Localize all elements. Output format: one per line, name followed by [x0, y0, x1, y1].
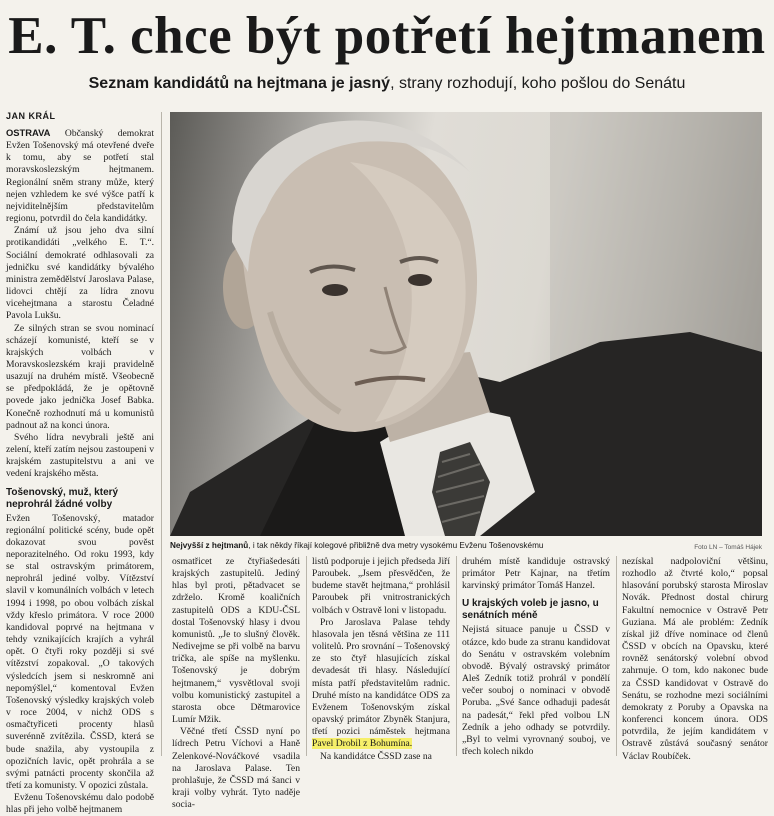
headline: E. T. chce být potřetí hejtmanem: [8, 7, 766, 65]
paragraph: Věčné třetí ČSSD nyní po lídrech Petru Víchovi a Haně Zelenkové-Nováčkové vsadila na Jaroslava Palase. Ten prohlašuje, že ČSSD má šanci v kraji volby vyhrát. Tyto naděje socia-: [172, 726, 300, 811]
section-heading: U krajských voleb je jasno, u senátních méně: [462, 598, 599, 622]
caption-rest: , i tak někdy říkají kolegové přibližně dva metry vysokému Evženu Tošenovskému: [248, 541, 544, 550]
column-2: [172, 556, 300, 811]
section-heading: Tošenovský, muž, který neprohrál žádné volby: [6, 486, 119, 510]
paragraph: Známí už jsou jeho dva silní protikandidáti „velkého E. T.“. Sociální demokraté odhlasovali za jedničku své kandidátky bývalého ministra zemědělství Jaroslava Palase, lidovci chtějí za lídra znovu vicehejtmana a starostu Čeladné Pavola Lukšu.: [6, 225, 154, 322]
subhead-rest: , strany rozhodují, koho pošlou do Senátu: [390, 75, 686, 92]
column-rule: [161, 112, 162, 756]
subhead-bold: Seznam kandidátů na hejtmana je jasný: [88, 75, 391, 92]
photo-caption: [170, 541, 762, 550]
column-rule: [306, 556, 307, 756]
paragraph: [312, 617, 450, 751]
portrait-illustration: [170, 112, 762, 536]
paragraph: Evžen Tošenovský, matador regionální politické scény, bude opět dokazovat svou pověst neporazitelného. Od roku 1993, kdy se stal ostravským primátorem, neprohrál jediné volby. Vítězství slavil v komunálních volbách v letech 1994 i 1998, po obou volbách získal vždy křeslo primátora. V roce 2000 kandidoval poprvé na hejtmana v tehdy vznikajících krajích a vyhrál opět. O čtyři roky později si své vítězství zopakoval. „O takových výsledcích jsem si neskromně ani nepomýšlel,“ komentoval Evžen Tošenovský výsledky krajských voleb v roce 2004, v nichž ODS s osmačtyřiceti procenty hlasů suverénně zvítězila. ČSSD, která se bude snažila, aby vystoupila z opozičních lavic, opět prohrála a se svými patnácti procenty skončila až třetí za komunisty. V opozici zůstala.: [6, 512, 154, 791]
dateline: OSTRAVA: [6, 127, 51, 138]
paragraph: nezískal nadpoloviční většinu, rozhodlo až čtvrté kolo,“ popsal hlasování porubský starosta Miroslav Novák. Přednost dostal chirurg Fakultní nemocnice v Ostravě Petr Guziana. Má ale problém: Zedník získal již dříve nominace od členů ČSSD v obcích na Opavsku, které rovněž senátorský volební obvod zahrnuje. O tom, kdo nakonec bude za ČSSD kandidovat v Ostravě do Senátu, se rozhodne mezi sociálními demokraty z Poruby a Opavska na konferenci koncem února. ODS potvrdila, že jejím kandidátem v Ostravě zůstává současný senátor Václav Roubíček.: [622, 556, 768, 762]
paragraph: Ze silných stran se svou nominací scházejí komunisté, kteří se v krajských volbách v Moravskoslezském kraji pravidelně usazují na druhém místě. Všeobecně se předpokládá, že je opětovně povede jako jednička Josef Babka. Konečně rozhodnutí má u komunistů padnout až na konci února.: [6, 322, 154, 431]
paragraph: druhém místě kandiduje ostravský primátor Petr Kajnar, na třetím karvinský primátor Tomáš Hanzel.: [462, 556, 610, 592]
paragraph: Nejistá situace panuje u ČSSD v otázce, kdo bude za stranu kandidovat do Senátu v ostravském volebním obvodě. Bývalý ostravský primátor Aleš Zedník totiž prohrál v pondělí večer souboj o nominaci v obvodě Poruba. „Své šance odhaduji padesát na padesát,“ řekl před volbou LN Zedník a jeho odhady se potvrdily. „Byl to velmi vyrovnaný souboj, ve třech kolech nikdo: [462, 624, 610, 758]
column-3: [312, 556, 450, 763]
caption-bold: Nejvyšší z hejtmanů: [170, 541, 249, 550]
subheadline: [0, 75, 774, 93]
paragraph: osmatřicet ze čtyřiašedesáti krajských zastupitelů. Jediný hlas byl proti, pětadvacet se zdrželo. Kromě koaličních zastupitelů ODS a KDU-ČSL dostal Tošenovský hlasy i dvou komunistů. „Je to slušný člověk. Nedivejme se při volbě na barvu trička, ale spíše na myšlenku. Tošenovský je dobrým hejtmanem,“ vysvětloval svoji volbu komunistický zastupitel a starosta obce Dětmarovice Lumír Mžik.: [172, 556, 300, 726]
column-1: [6, 127, 154, 816]
paragraph: Evženu Tošenovskému dalo podobě hlas při jeho volbě hejtmanem: [6, 792, 154, 816]
column-rule: [456, 556, 457, 756]
photo-credit: Foto LN – Tomáš Hájek: [694, 544, 762, 551]
author-byline: JAN KRÁL: [6, 111, 56, 121]
column-5: [622, 556, 768, 763]
paragraph: Na kandidátce ČSSD zase na: [320, 750, 432, 762]
portrait-photo: [170, 112, 762, 536]
paragraph: listů podporuje i jejich předseda Jiří Paroubek. „Jsem přesvědčen, že budeme stavět hejtmana,“ prohlásil Paroubek při vnitrostranických volbách v Ostravě loni v listopadu.: [312, 556, 450, 616]
paragraph-text: Občanský demokrat Evžen Tošenovský má otevřené dveře k tomu, aby se potřetí stal moravskoslezským hejtmanem. Regionální sněm strany může, který nejen vzhledem ke své výšce patří k nejviditelnějším představitelům regionu, potvrdil do čela kandidátky.: [6, 128, 154, 225]
highlighted-text: Pavel Drobil z Bohumína.: [312, 738, 413, 750]
paragraph: [6, 127, 154, 225]
paragraph-text: Pro Jaroslava Palase tehdy hlasovala jen těsná většina ze 111 volitelů. Pro srovnání – Tošenovský ze sto čtyř hlasujících získal devadesát tři hlasy. Následující místa patří představitelům radnic. Druhé místo na kandidátce ODS za Evženem Tošenovským získal opavský primátor Zbyněk Stanjura, třetí pozici náměstek hejtmana: [312, 616, 450, 738]
paragraph: Svého lídra nevybrali ještě ani zelení, kteří zatím nejsou zastoupeni v krajském zastupitelstvu a ani ve vedení krajského města.: [6, 431, 154, 480]
column-rule: [616, 556, 617, 756]
column-4: [462, 556, 610, 758]
